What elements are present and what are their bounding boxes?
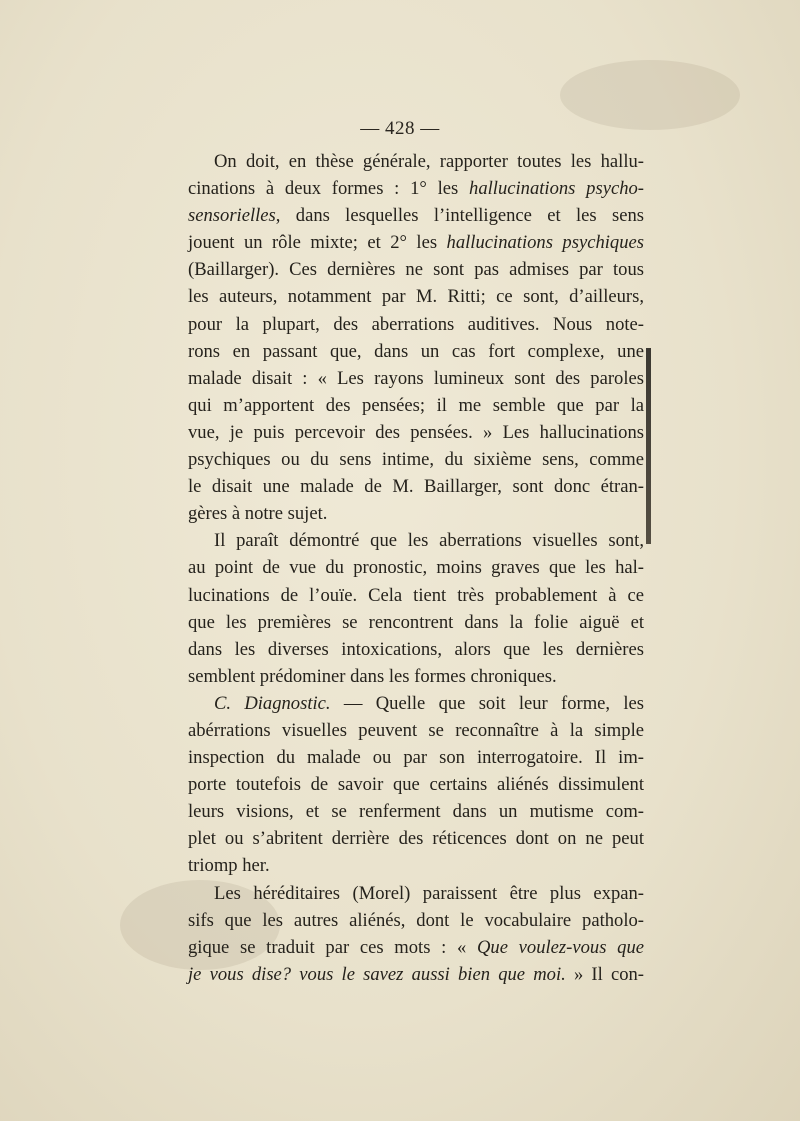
text-line: le disait une malade de M. Baillarger, sont donc étran- [188, 476, 644, 498]
text-line: leurs visions, et se renferment dans un mutisme com- [188, 801, 644, 823]
text-line: au point de vue du pronostic, moins graves que les hal- [188, 557, 644, 579]
text-line: gique se traduit par ces mots : « Que voulez-vous que [188, 936, 644, 958]
text-line: inspection du malade ou par son interrogatoire. Il im- [188, 747, 644, 769]
text-line: Il paraît démontré que les aberrations visuelles sont, [214, 530, 644, 552]
text-line: On doit, en thèse générale, rapporter toutes les hallu- [214, 151, 644, 172]
text-line: Les héréditaires (Morel) paraissent être plus expan- [214, 882, 644, 904]
text-line: sifs que les autres aliénés, dont le vocabulaire patholo- [188, 909, 644, 931]
text-line: qui m’apportent des pensées; il me semble que par la [188, 394, 644, 416]
text-line: pour la plupart, des aberrations auditives. Nous note- [188, 313, 644, 335]
text-line: semblent prédominer dans les formes chroniques. [188, 665, 557, 687]
text-line: triomp her. [188, 855, 270, 877]
text-line: porte toutefois de savoir que certains aliénés dissimulent [188, 774, 644, 796]
text-line: plet ou s’abritent derrière des réticences dont on ne peut [188, 828, 644, 850]
text-line: rons en passant que, dans un cas fort complexe, une [188, 340, 644, 362]
text-line: cinations à deux formes : 1° les hallucinations psycho- [188, 178, 644, 200]
body-text [188, 148, 644, 988]
text-line: que les premières se rencontrent dans la folie aiguë et [188, 611, 644, 633]
text-line: vue, je puis percevoir des pensées. » Les hallucinations [188, 421, 644, 443]
text-line: sensorielles, dans lesquelles l’intelligence et les sens [188, 205, 644, 227]
text-line: lucinations de l’ouïe. Cela tient très probablement à ce [188, 584, 644, 606]
text-line: je vous dise? vous le savez aussi bien que moi. » Il con- [188, 963, 644, 985]
text-line: abérrations visuelles peuvent se reconnaître à la simple [188, 719, 644, 741]
page-number: — 428 — [360, 118, 440, 139]
text-line: malade disait : « Les rayons lumineux sont des paroles [188, 367, 644, 389]
text-line: les auteurs, notamment par M. Ritti; ce sont, d’ailleurs, [188, 286, 644, 308]
text-line: dans les diverses intoxications, alors que les dernières [188, 638, 644, 660]
margin-ink-mark [646, 348, 651, 544]
text-line: psychiques ou du sens intime, du sixième sens, comme [188, 449, 644, 471]
text-line: C. Diagnostic. — Quelle que soit leur forme, les [214, 692, 644, 714]
text-line: jouent un rôle mixte; et 2° les hallucinations psychiques [188, 232, 644, 254]
text-line: (Baillarger). Ces dernières ne sont pas admises par tous [188, 259, 644, 281]
text-line: gères à notre sujet. [188, 503, 328, 525]
